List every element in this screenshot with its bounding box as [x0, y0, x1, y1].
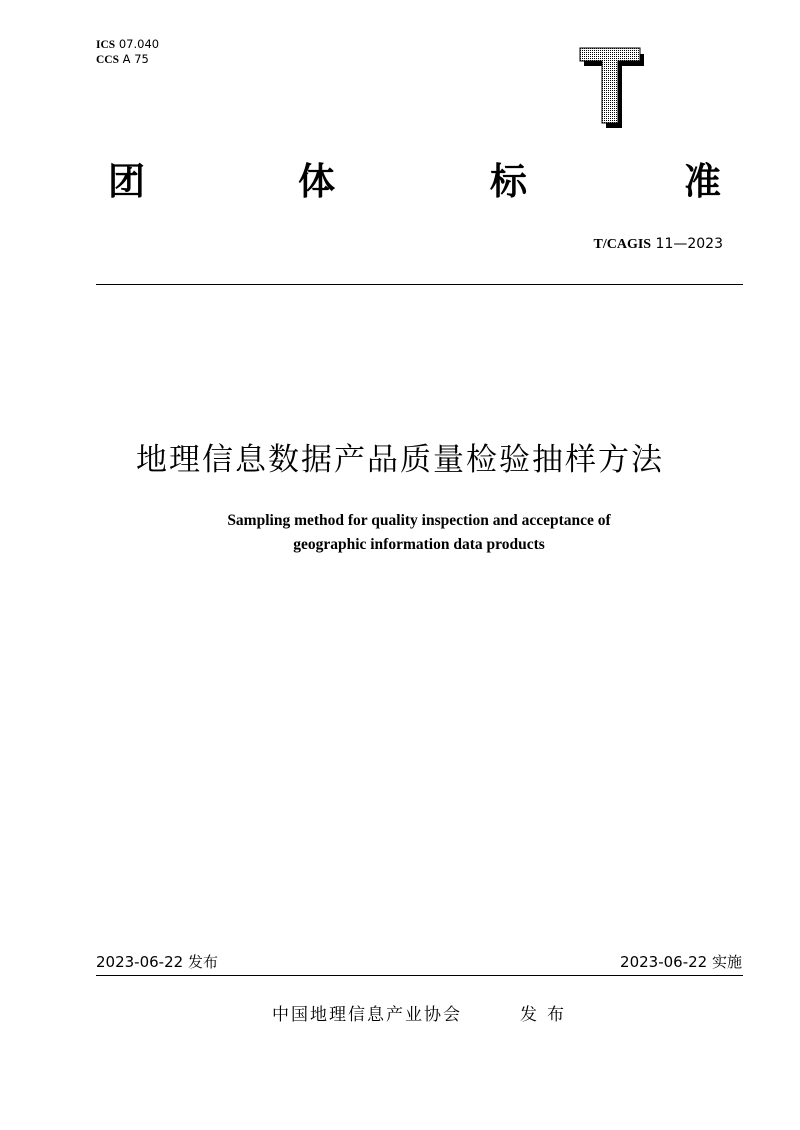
title-english-line-2: geographic information data products — [293, 536, 545, 553]
title-english — [0, 509, 800, 557]
classification-codes — [96, 37, 159, 67]
issue-label: 发布 — [520, 1005, 574, 1025]
ics-code: ICS 07.040 — [96, 37, 160, 51]
title-chinese: 地理信息数据产品质量检验抽样方法 — [136, 442, 664, 478]
std-type-char-1: 团 — [108, 160, 145, 203]
bottom-divider — [96, 975, 743, 976]
implementation-date: 2023-06-22 实施 — [620, 953, 742, 971]
issue-date: 2023-06-22 发布 — [96, 953, 218, 971]
issuing-organization: 中国地理信息产业协会 — [272, 1005, 462, 1025]
ccs-code: CCS A 75 — [96, 52, 149, 66]
title-english-line-1: Sampling method for quality inspection and acceptance of — [227, 512, 611, 529]
top-divider — [96, 284, 743, 285]
std-type-char-4: 准 — [684, 160, 721, 203]
std-type-char-3: 标 — [490, 160, 527, 203]
t-logo — [578, 46, 644, 128]
std-type-char-2: 体 — [298, 160, 335, 203]
standard-number: T/CAGIS 11—2023 — [593, 236, 723, 252]
